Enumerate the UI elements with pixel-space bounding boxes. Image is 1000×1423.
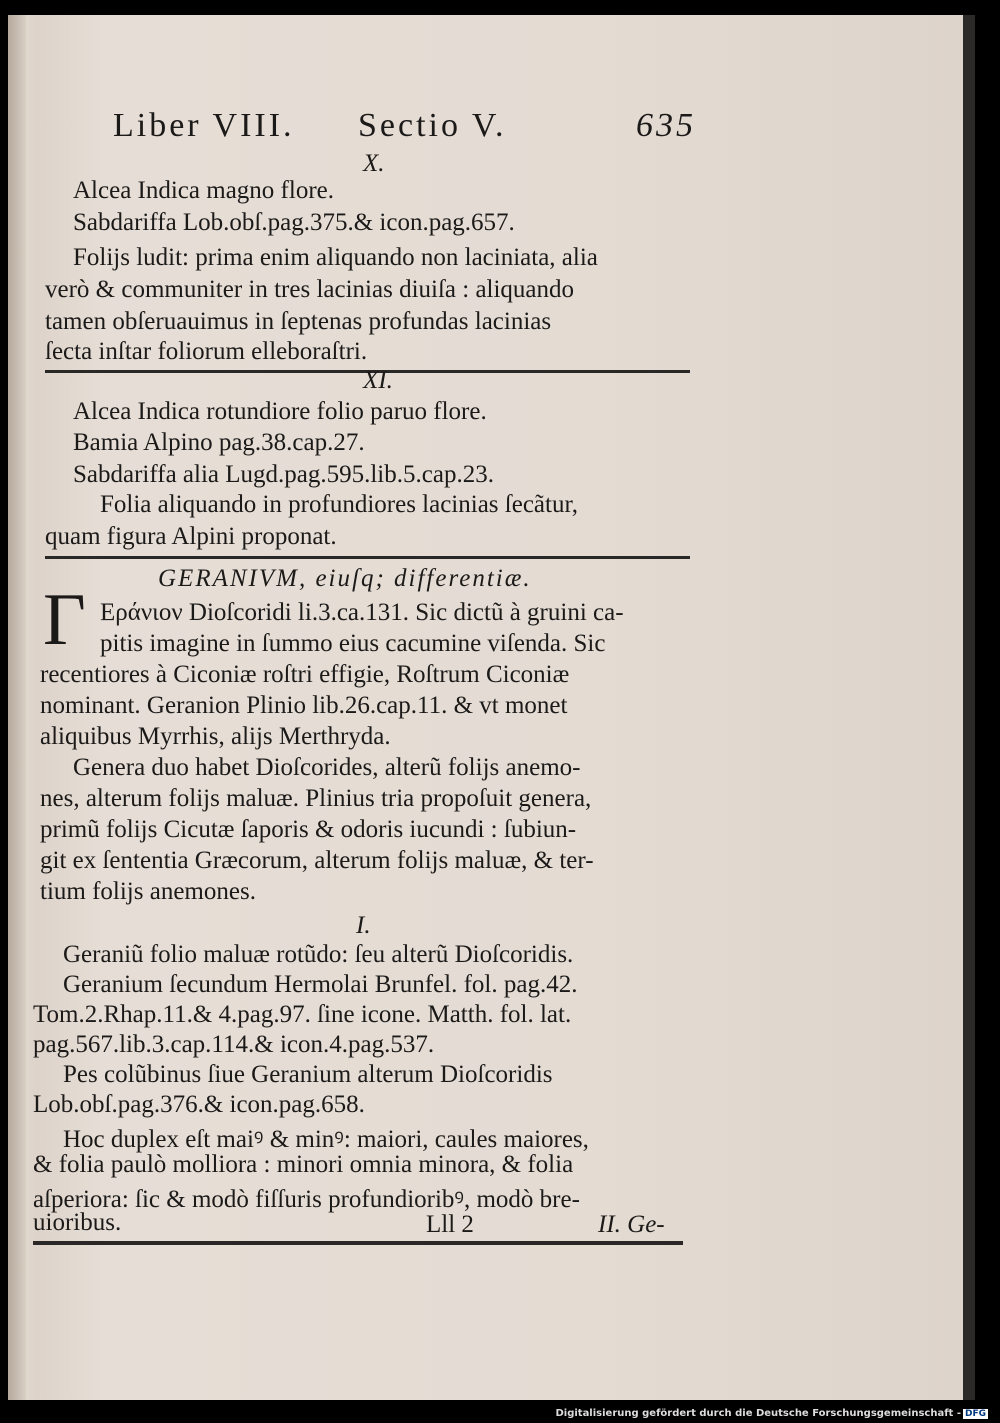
digitization-footer (555, 1408, 988, 1419)
text-line: nominant. Geranion Plinio lib.26.cap.11. & vt monet (40, 692, 568, 719)
text-line: ſecta inſtar foliorum elleboraſtri. (45, 338, 368, 365)
page-spine-shadow (8, 15, 26, 1400)
bottom-rule (33, 1241, 683, 1245)
text-line: Bamia Alpino pag.38.cap.27. (73, 429, 365, 456)
footer-text: Digitalisierung gefördert durch die Deutsche Forschungsgemeinschaft - (555, 1408, 961, 1419)
text-line: tium folijs anemones. (40, 878, 256, 905)
drop-capital: Γ (43, 579, 86, 661)
text-line: aliquibus Myrrhis, alijs Merthryda. (40, 723, 391, 750)
text-line: Alcea Indica magno flore. (73, 177, 334, 204)
text-line: Genera duo habet Dioſcorides, alterũ folijs anemo- (73, 754, 581, 781)
text-line: Alcea Indica rotundiore folio paruo flore. (73, 398, 487, 425)
text-line: Geranium ſecundum Hermolai Brunfel. fol. pag.42. (63, 971, 578, 998)
text-line: Hoc duplex eſt maiꝰ & minꝰ: maiori, caules maiores, (63, 1126, 589, 1153)
text-line: verò & communiter in tres lacinias diuiſa : aliquando (45, 276, 575, 303)
running-head-book: Liber VIII. (113, 107, 295, 144)
text-line: pitis imagine in ſummo eius cacumine viſenda. Sic (100, 630, 606, 657)
text-line: pag.567.lib.3.cap.114.& icon.4.pag.537. (33, 1031, 435, 1058)
section-numeral-i: I. (356, 912, 371, 939)
text-line: Tom.2.Rhap.11.& 4.pag.97. ſine icone. Matth. fol. lat. (33, 1001, 572, 1028)
text-line: Folia aliquando in profundiores lacinias ſecãtur, (100, 491, 579, 518)
section-rule (45, 556, 690, 559)
catchword: II. Ge- (598, 1211, 665, 1238)
text-line: aſperiora: ſic & modò fiſſuris profundioribꝰ, modò bre- (33, 1186, 580, 1213)
text-line: uioribus. (33, 1209, 122, 1236)
section-heading: GERANIVM, eiuſq; differentiæ. (158, 565, 532, 592)
signature-mark: Lll 2 (426, 1211, 474, 1238)
text-line: Pes colũbinus ſiue Geranium alterum Dioſcoridis (63, 1061, 553, 1088)
dfg-logo: DFG (964, 1409, 986, 1419)
section-numeral-x: X. (363, 150, 385, 177)
text-line: primũ folijs Cicutæ ſaporis & odoris iucundi : ſubiun- (40, 816, 577, 843)
text-line: nes, alterum folijs maluæ. Plinius tria propoſuit genera, (40, 785, 592, 812)
book-page (8, 15, 975, 1400)
text-line: Geraniũ folio maluæ rotũdo: ſeu alterũ Dioſcoridis. (63, 941, 574, 968)
text-line: Sabdariffa Lob.obſ.pag.375.& icon.pag.657. (73, 209, 515, 236)
text-line: & folia paulò molliora : minori omnia minora, & folia (33, 1151, 574, 1178)
text-line: git ex ſententia Græcorum, alterum folijs maluæ, & ter- (40, 847, 594, 874)
text-line: Lob.obſ.pag.376.& icon.pag.658. (33, 1091, 365, 1118)
text-line: tamen obſeruauimus in ſeptenas profundas lacinias (45, 308, 552, 335)
page-number: 635 (636, 107, 696, 144)
text-line: Εράνιον Dioſcoridi li.3.ca.131. Sic dictũ à gruini ca- (100, 599, 624, 626)
text-line: quam figura Alpini proponat. (45, 523, 337, 550)
text-line: recentiores à Ciconiæ roſtri effigie, Roſtrum Ciconiæ (40, 661, 570, 688)
section-numeral-xi: XI. (363, 367, 393, 394)
text-line: Folijs ludit: prima enim aliquando non laciniata, alia (73, 244, 598, 271)
running-head-section: Sectio V. (358, 107, 507, 144)
text-line: Sabdariffa alia Lugd.pag.595.lib.5.cap.23. (73, 461, 494, 488)
